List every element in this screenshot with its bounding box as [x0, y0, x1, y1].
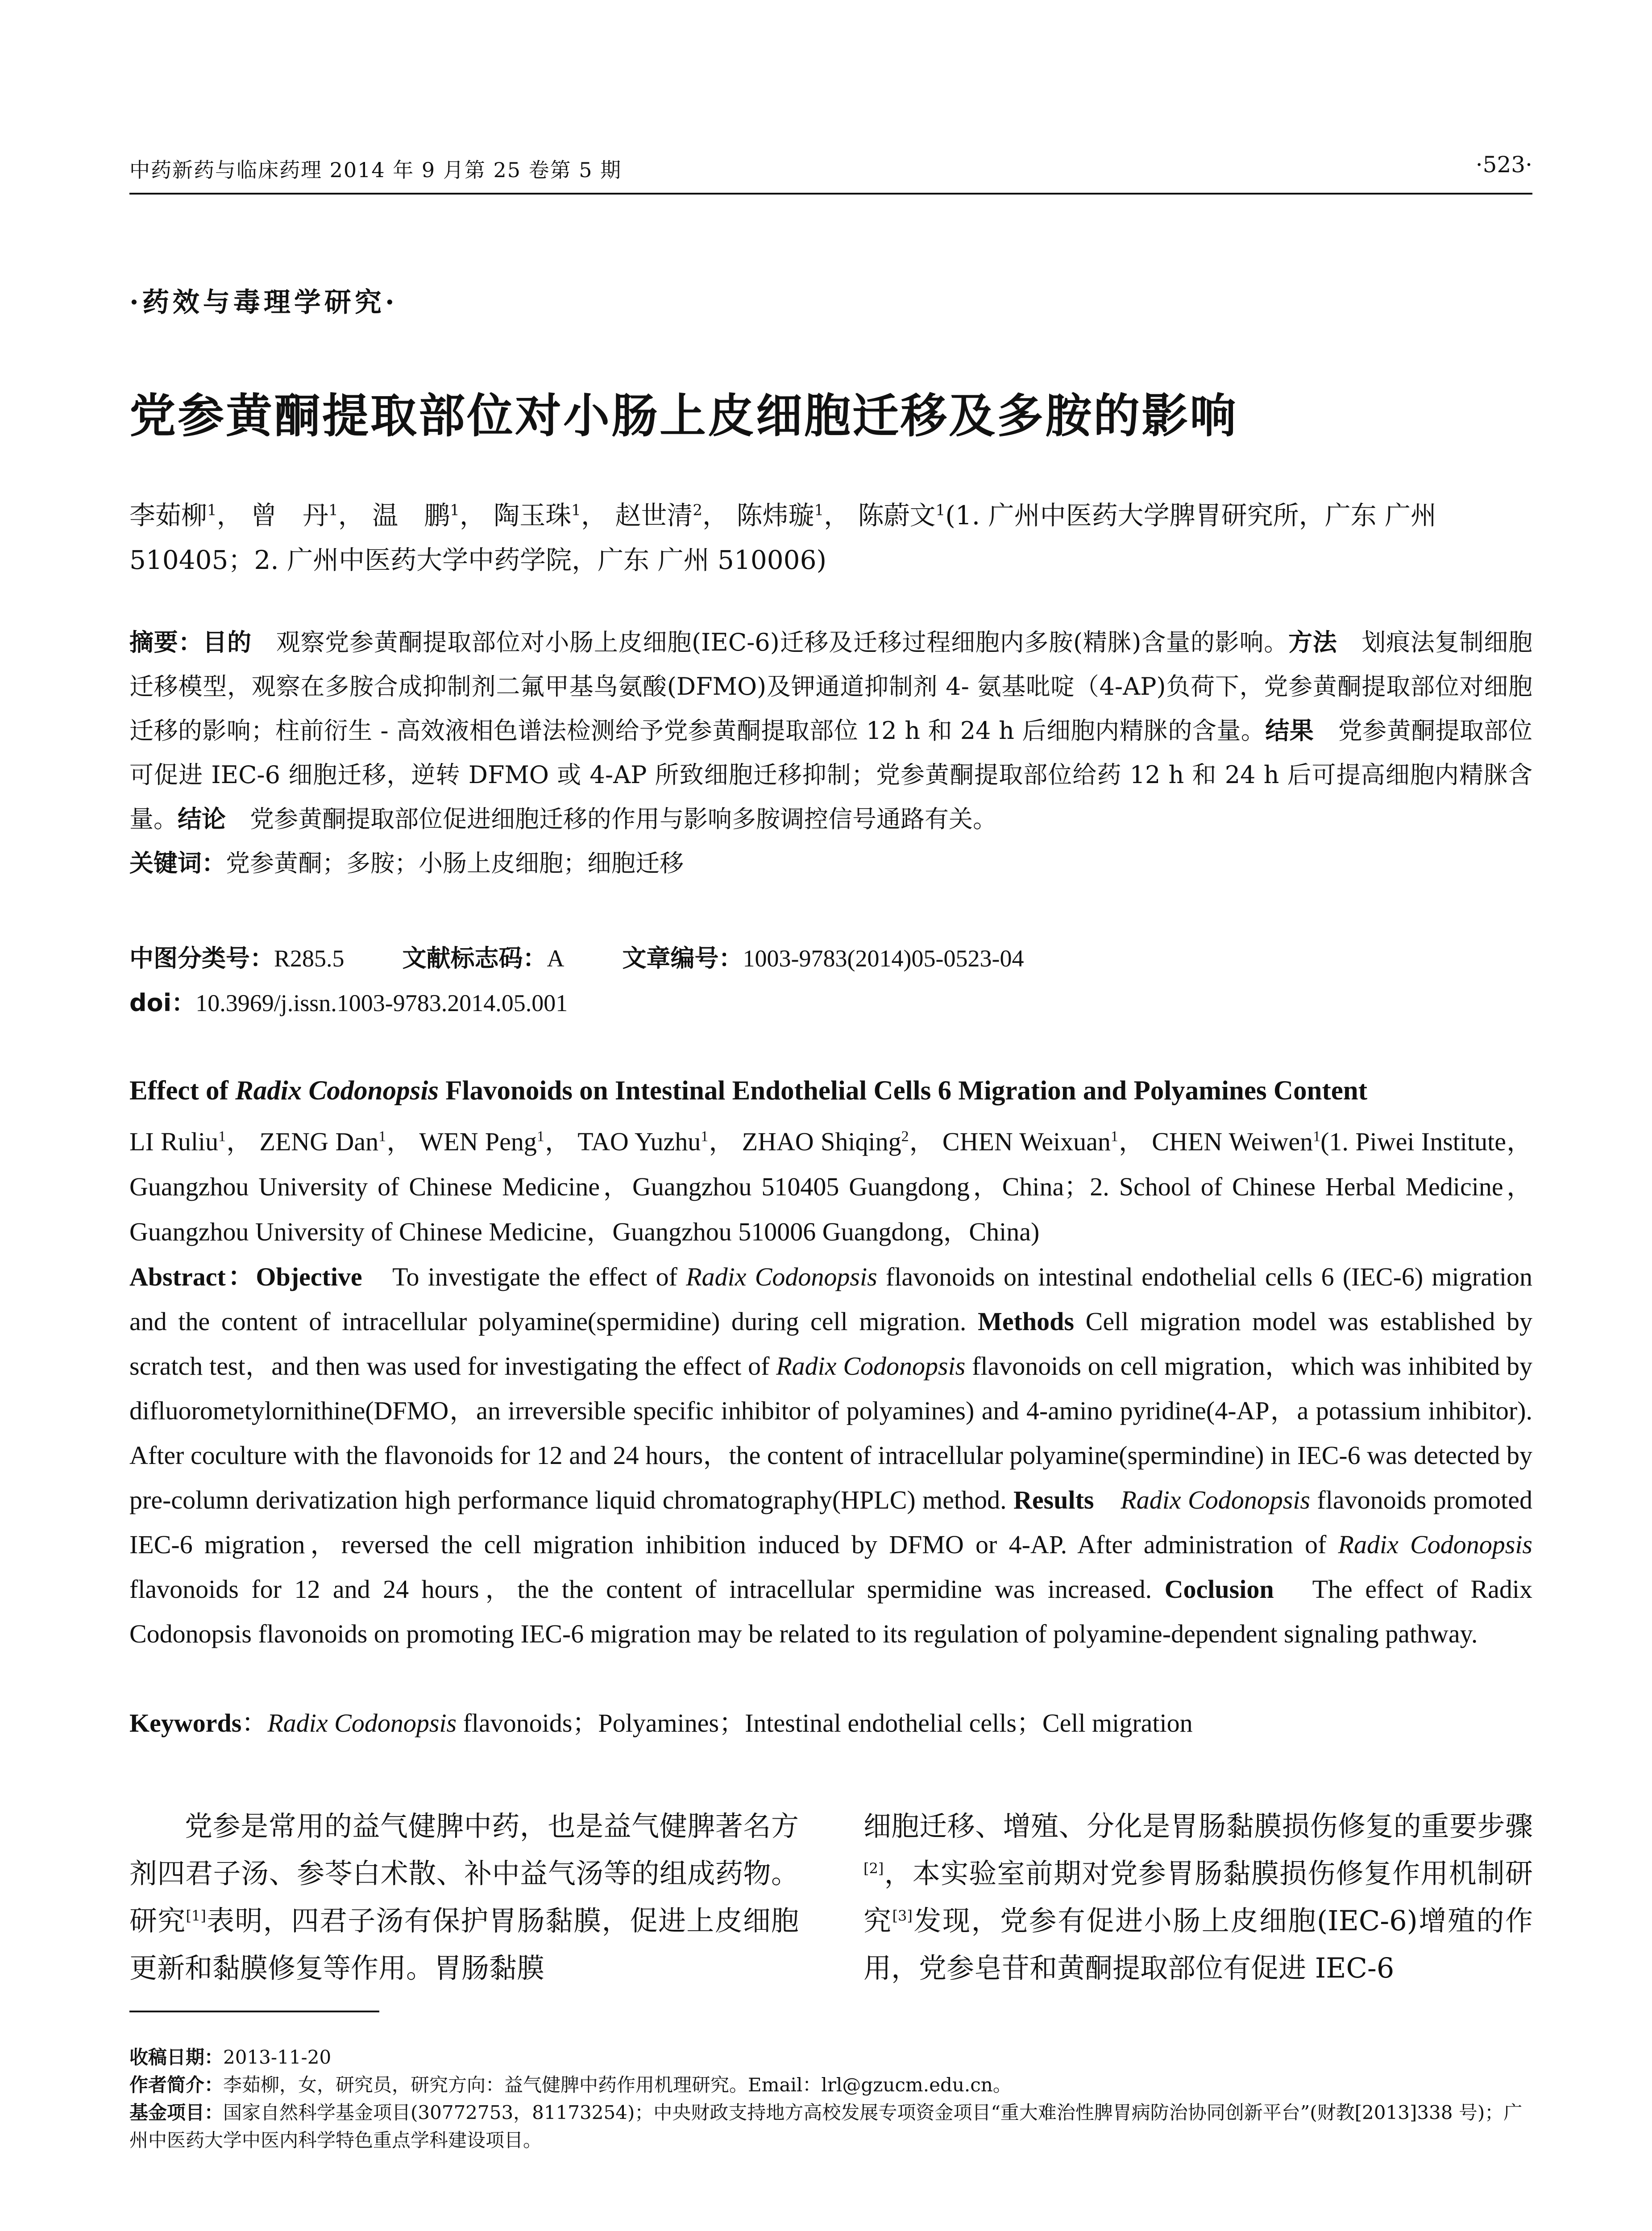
abstract-en-italic: Radix Codonopsis	[1338, 1530, 1533, 1559]
clc-label: 中图分类号：	[129, 944, 274, 972]
title-en-part: Effect of	[129, 1076, 236, 1106]
author-en: TAO Yuzhu	[577, 1127, 701, 1156]
page-number: ·523·	[1475, 152, 1532, 178]
abstract-en	[129, 1255, 1532, 1656]
abstract-label-en: Abstract：	[129, 1262, 256, 1291]
body-text: 发现，党参有促进小肠上皮细胞(IEC-6)增殖的作用，党参皂苷和黄酮提取部位有促进 IEC-6	[863, 1904, 1533, 1984]
article-number-value: 1003-9783(2014)05-0523-04	[743, 945, 1024, 972]
keywords-text-cn: 党参黄酮；多胺；小肠上皮细胞；细胞迁移	[226, 849, 684, 877]
objective-label-en: Objective	[256, 1262, 362, 1291]
author-sup: 2	[901, 1128, 909, 1145]
citation-ref: [3]	[892, 1907, 913, 1924]
title-en-italic: Radix Codonopsis	[235, 1076, 439, 1106]
conclusion-label-en: Coclusion	[1164, 1575, 1274, 1604]
doi-value: 10.3969/j.issn.1003-9783.2014.05.001	[195, 990, 568, 1016]
author-sup: 1	[814, 501, 824, 519]
header-divider	[129, 193, 1532, 195]
author-sup: 1	[536, 1128, 544, 1145]
doc-code-value: A	[547, 945, 565, 972]
keywords-en	[129, 1702, 1532, 1739]
results-label-cn: 结果	[1265, 717, 1314, 745]
abstract-en-text: The effect of Radix Codonopsis flavonoids on promoting IEC-6 migration may be related to its regulation of polyamine-dependent signaling pathway.	[129, 1575, 1532, 1648]
author-en: ZHAO Shiqing	[742, 1127, 901, 1156]
author-sup: 1	[701, 1128, 709, 1145]
objective-text-cn: 观察党参黄酮提取部位对小肠上皮细胞(IEC-6)迁移及迁移过程细胞内多胺(精脒)含量的影响。	[251, 628, 1288, 656]
conclusion-label-cn: 结论	[178, 805, 226, 833]
affiliation-cn: (1. 广州中医药大学脾胃研究所，广东 广州 510405；2. 广州中医药大学中药学院，广东 广州 510006)	[129, 500, 1437, 575]
methods-label-cn: 方法	[1288, 628, 1337, 656]
abstract-en-italic: Radix Codonopsis	[1121, 1485, 1311, 1514]
author-sup: 1	[935, 501, 946, 519]
results-text-cn: 党参黄酮提取部位可促进 IEC-6 细胞迁移，逆转 DFMO 或 4-AP 所致细胞迁移抑制；党参黄酮提取部位给药 12 h 和 24 h 后可提高细胞内精脒含量。	[129, 717, 1533, 833]
author-cn: 曾 丹	[251, 500, 329, 531]
author-cn: 陶玉珠	[494, 500, 572, 531]
body-text: ，本实验室前期对党参胃肠黏膜损伤修复作用机制研究	[863, 1857, 1533, 1937]
body-text: 表明，四君子汤有保护胃肠黏膜，促进上皮细胞更新和黏膜修复等作用。胃肠黏膜	[129, 1904, 799, 1984]
keywords-label-en: Keywords	[129, 1708, 242, 1738]
keywords-en-italic: Radix Codonopsis	[267, 1708, 457, 1738]
author-sup: 1	[378, 1128, 386, 1145]
author-sup: 1	[207, 501, 217, 519]
doc-code-label: 文献标志码：	[402, 944, 547, 972]
body-column-left	[129, 1803, 799, 1992]
author-cn: 李茹柳	[129, 500, 208, 531]
keywords-en-text: flavonoids；Polyamines；Intestinal endothelial cells；Cell migration	[457, 1708, 1193, 1738]
footnote-fund	[129, 2099, 1532, 2154]
abstract-en-text: flavonoids for 12 and 24 hours，the the content of intracellular spermidine was increased.	[129, 1575, 1165, 1604]
footnote-text: 李茹柳，女，研究员，研究方向：益气健脾中药作用机理研究。Email：lrl@gzucm.edu.cn。	[223, 2074, 1012, 2096]
footnote-received	[129, 2044, 1532, 2071]
title-en-part: Flavonoids on Intestinal Endothelial Cells 6 Migration and Polyamines Content	[439, 1076, 1368, 1106]
footnote-label: 收稿日期：	[129, 2046, 224, 2068]
methods-text-cn: 划痕法复制细胞迁移模型，观察在多胺合成抑制剂二氟甲基鸟氨酸(DFMO)及钾通道抑制剂 4- 氨基吡啶（4-AP)负荷下，党参黄酮提取部位对细胞迁移的影响；柱前衍生 - 高效液相色谱法检测给予党参黄酮提取部位 12 h 和 24 h 后细胞内精脒的含量。	[129, 628, 1533, 745]
article-number-label: 文章编号：	[622, 944, 743, 972]
section-label: ·药效与毒理学研究·	[129, 287, 398, 318]
keywords-label-cn: 关键词：	[129, 849, 226, 877]
authors-cn: 李茹柳$^1$， 曾 丹$^1$， 温 鹏$^1$， 陶玉珠$^1$， 赵世清$^2$， 陈炜璇$^1$， 陈蔚文$^1$(1. 广州中医药大学脾胃研究所，广东 广州 510405；2. 广州中医药大学中药学院，广东 广州 510006)	[129, 500, 1437, 575]
abstract-en-text: flavonoids on cell migration，which was inhibited by difluorometylornithine(DFMO，an irreversible specific inhibitor of polyamines) and 4-amino pyridine(4-AP，a potassium inhibitor). After coculture with the flavonoids for 12 and 24 hours，the content of intracellular polyamine(spermindine) in IEC-6 was detected by pre-column derivatization high performance liquid chromatography(HPLC) method.	[129, 1352, 1532, 1514]
keywords-sep: ：	[241, 1708, 268, 1738]
body-text: 细胞迁移、增殖、分化是胃肠黏膜损伤修复的重要步骤	[863, 1810, 1533, 1842]
author-cn: 温 鹏	[372, 500, 450, 531]
footnote-divider	[129, 2011, 379, 2012]
abstract-en-text: flavonoids on intestinal endothelial cells 6 (IEC-6) migration and the content of intracellular polyamine(spermidine) during cell migration.	[129, 1262, 1532, 1336]
footnote-author	[129, 2071, 1532, 2099]
article-title-en	[129, 1075, 1367, 1107]
footnote-label: 基金项目：	[129, 2102, 224, 2123]
article-title-cn: 党参黄酮提取部位对小肠上皮细胞迁移及多胺的影响	[129, 389, 1238, 443]
abstract-label-cn: 摘要：	[129, 628, 203, 656]
author-sup: 1	[218, 1128, 226, 1145]
author-sup: 2	[693, 501, 703, 519]
abstract-en-text: To investigate the effect of	[362, 1262, 686, 1291]
classification-line	[129, 939, 1024, 974]
abstract-en-text: flavonoids promoted IEC-6 migration，reversed the cell migration inhibition induced by DFMO or 4-AP. After administration of	[129, 1485, 1532, 1559]
author-sup: 1	[328, 501, 338, 519]
doi-line	[129, 984, 568, 1018]
running-header-title: 中药新药与临床药理 2014 年 9 月第 25 卷第 5 期	[129, 158, 622, 182]
footnote-text: 2013-11-20	[223, 2046, 332, 2068]
abstract-en-text	[1094, 1485, 1121, 1514]
footnote-label: 作者简介：	[129, 2074, 224, 2096]
results-label-en: Results	[1013, 1485, 1094, 1514]
author-en: CHEN Weixuan	[942, 1127, 1111, 1156]
author-sup: 1	[571, 501, 581, 519]
clc-value: R285.5	[274, 945, 345, 972]
author-en: WEN Peng	[419, 1127, 537, 1156]
author-sup: 1	[450, 501, 460, 519]
conclusion-text-cn: 党参黄酮提取部位促进细胞迁移的作用与影响多胺调控信号通路有关。	[226, 805, 997, 833]
citation-ref: [1]	[186, 1907, 206, 1924]
author-en: CHEN Weiwen	[1152, 1127, 1313, 1156]
author-cn: 陈炜璇	[736, 500, 814, 531]
abstract-cn	[129, 620, 1532, 885]
author-sup: 1	[1110, 1128, 1118, 1145]
methods-label-en: Methods	[978, 1307, 1074, 1336]
author-cn: 赵世清	[615, 500, 693, 531]
body-column-right	[863, 1803, 1533, 1992]
author-sup: 1	[1313, 1128, 1321, 1145]
author-cn: 陈蔚文	[858, 500, 936, 531]
author-en: LI Ruliu	[129, 1127, 219, 1156]
body-text: 党参是常用的益气健脾中药，也是益气健脾著名方剂四君子汤、参苓白术散、补中益气汤等的组成药物。研究	[129, 1810, 799, 1937]
abstract-en-italic: Radix Codonopsis	[686, 1262, 877, 1291]
abstract-en-text: Cell migration model was established by scratch test，and then was used for investigating the effect of	[129, 1307, 1532, 1381]
doi-label: doi：	[129, 989, 196, 1017]
citation-ref: [2]	[863, 1860, 884, 1877]
author-en: ZENG Dan	[259, 1127, 379, 1156]
authors-en: LI Ruliu$^1$， ZENG Dan$^1$， WEN Peng$^1$， TAO Yuzhu$^1$， ZHAO Shiqing$^2$， CHEN Weixuan$^1$， CHEN Weiwen$^1$(1. Piwei Institute，Guangzhou University of Chinese Medicine，Guangzhou 510405 Guangdong，China；2. School of Chinese Herbal Medicine，Guangzhou University of Chinese Medicine，Guangzhou 510006 Guangdong，China)	[129, 1127, 1532, 1246]
footnote-text: 国家自然科学基金项目(30772753，81173254)；中央财政支持地方高校发展专项资金项目“重大难治性脾胃病防治协同创新平台”(财教[2013]338 号)；广州中医药大学中医内科学特色重点学科建设项目。	[129, 2102, 1523, 2151]
abstract-en-italic: Radix Codonopsis	[776, 1352, 966, 1381]
objective-label-cn: 目的	[203, 628, 252, 656]
footnotes	[129, 2044, 1532, 2154]
affiliation-en: (1. Piwei Institute，Guangzhou University of Chinese Medicine，Guangzhou 510405 Guangdong，China；2. School of Chinese Herbal Medicine，Guangzhou University of Chinese Medicine，Guangzhou 510006 Guangdong，China)	[129, 1127, 1532, 1246]
